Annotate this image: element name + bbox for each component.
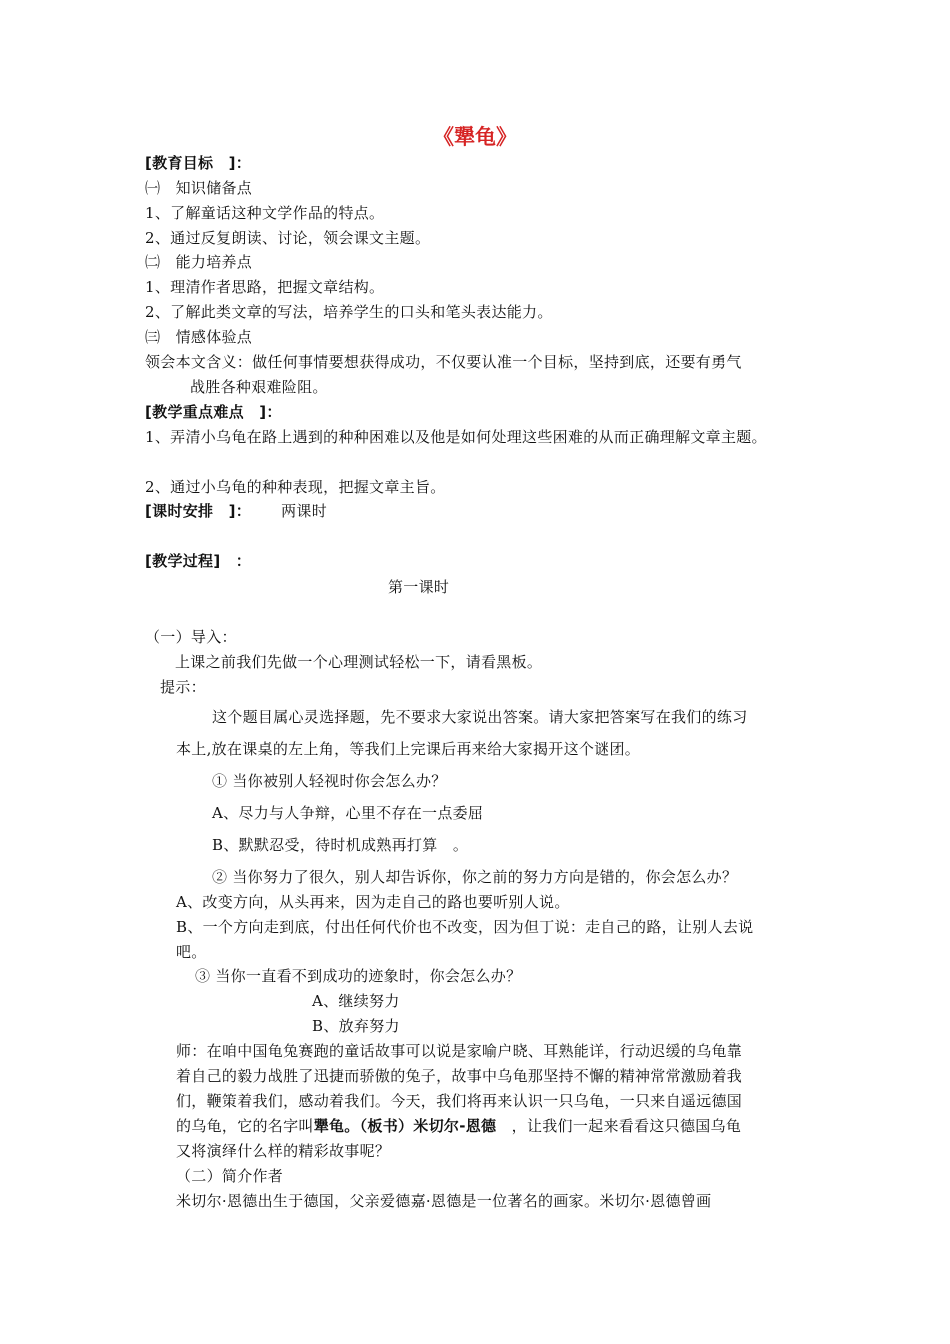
knowledge-item-1: 1、了解童话这种文学作品的特点。: [145, 204, 385, 222]
ability-item-2: 2、了解此类文章的写法，培养学生的口头和笔头表达能力。: [145, 303, 553, 321]
author-line-1: 米切尔·恩德出生于德国，父亲爱德嘉·恩德是一位著名的画家。米切尔·恩德曾画: [176, 1192, 712, 1210]
hint-line-2: 本上,放在课桌的左上角，等我们上完课后再来给大家揭开这个谜团。: [176, 740, 641, 758]
teacher-line-4: [176, 1116, 741, 1136]
key-point-item-2: 2、通过小乌龟的种种表现，把握文章主旨。: [145, 478, 446, 496]
hint-label: 提示：: [160, 678, 206, 696]
question-3-option-a: A、继续努力: [312, 992, 400, 1010]
teacher-line-3: 们，鞭策着我们，感动着我们。今天，我们将再来认识一只乌龟，一只来自遥远德国: [176, 1092, 743, 1110]
schedule-line: [145, 501, 327, 521]
teacher-line-2: 着自己的毅力战胜了迅捷而骄傲的兔子，故事中乌龟那坚持不懈的精神常常激励着我: [176, 1067, 743, 1085]
objectives-sub-knowledge: ㈠ 知识储备点: [145, 179, 253, 197]
ability-item-1: 1、理清作者思路，把握文章结构。: [145, 278, 385, 296]
question-2-option-a: A、改变方向，从头再来，因为走自己的路也要听别人说。: [176, 893, 570, 911]
objectives-sub-ability: ㈡ 能力培养点: [145, 253, 253, 271]
question-2-option-b-line-1: B、一个方向走到底，付出任何代价也不改变，因为但丁说：走自己的路，让别人去说: [176, 918, 754, 936]
author-heading: （二）简介作者: [176, 1167, 284, 1185]
emotion-text-line-1: 领会本文含义：做任何事情要想获得成功，不仅要认准一个目标，坚持到底，还要有勇气: [145, 353, 742, 371]
question-3-option-b: B、放弃努力: [312, 1017, 400, 1035]
schedule-value: 两课时: [281, 502, 328, 520]
document-title: 《犟龟》: [433, 125, 517, 149]
intro-line: 上课之前我们先做一个心理测试轻松一下，请看黑板。: [175, 653, 543, 671]
question-2: ② 当你努力了很久，别人却告诉你，你之前的努力方向是错的，你会怎么办？: [212, 868, 738, 886]
knowledge-item-2: 2、通过反复朗读、讨论，领会课文主题。: [145, 229, 431, 247]
teacher-line-1: 师：在咱中国龟兔赛跑的童话故事可以说是家喻户晓、耳熟能详，行动迟缓的乌龟靠: [176, 1042, 743, 1060]
intro-heading: （一）导入：: [145, 628, 237, 646]
blackboard-title: 犟龟。（板书）米切尔-恩德: [313, 1117, 497, 1135]
question-2-option-b-line-2: 吧。: [176, 943, 207, 961]
hint-line-1: 这个题目属心灵选择题，先不要求大家说出答案。请大家把答案写在我们的练习: [212, 708, 748, 726]
lesson-title: 第一课时: [388, 578, 450, 596]
key-point-item-1: 1、弄清小乌龟在路上遇到的种种困难以及他是如何处理这些困难的从而正确理解文章主题。: [145, 428, 767, 446]
teacher-line-4-suffix: ，让我们一起来看看这只德国乌龟: [496, 1117, 742, 1135]
process-heading: [教学过程] ：: [145, 552, 252, 570]
emotion-text-line-2: 战胜各种艰难险阻。: [190, 378, 328, 396]
question-1-option-b: B、默默忍受，待时机成熟再打算 。: [212, 836, 469, 854]
objectives-sub-emotion: ㈢ 情感体验点: [145, 328, 253, 346]
key-points-heading: [教学重点难点 ]：: [145, 403, 282, 421]
teacher-line-4-prefix: 的乌龟，它的名字叫: [176, 1117, 314, 1135]
question-3: ③ 当你一直看不到成功的迹象时，你会怎么办？: [195, 967, 522, 985]
objectives-heading: [教育目标 ]：: [145, 154, 252, 172]
question-1: ① 当你被别人轻视时你会怎么办？: [212, 772, 447, 790]
question-1-option-a: A、尽力与人争辩，心里不存在一点委屈: [212, 804, 484, 822]
teacher-line-5: 又将演绎什么样的精彩故事呢？: [176, 1142, 391, 1160]
schedule-heading: [课时安排 ]：: [145, 502, 252, 520]
